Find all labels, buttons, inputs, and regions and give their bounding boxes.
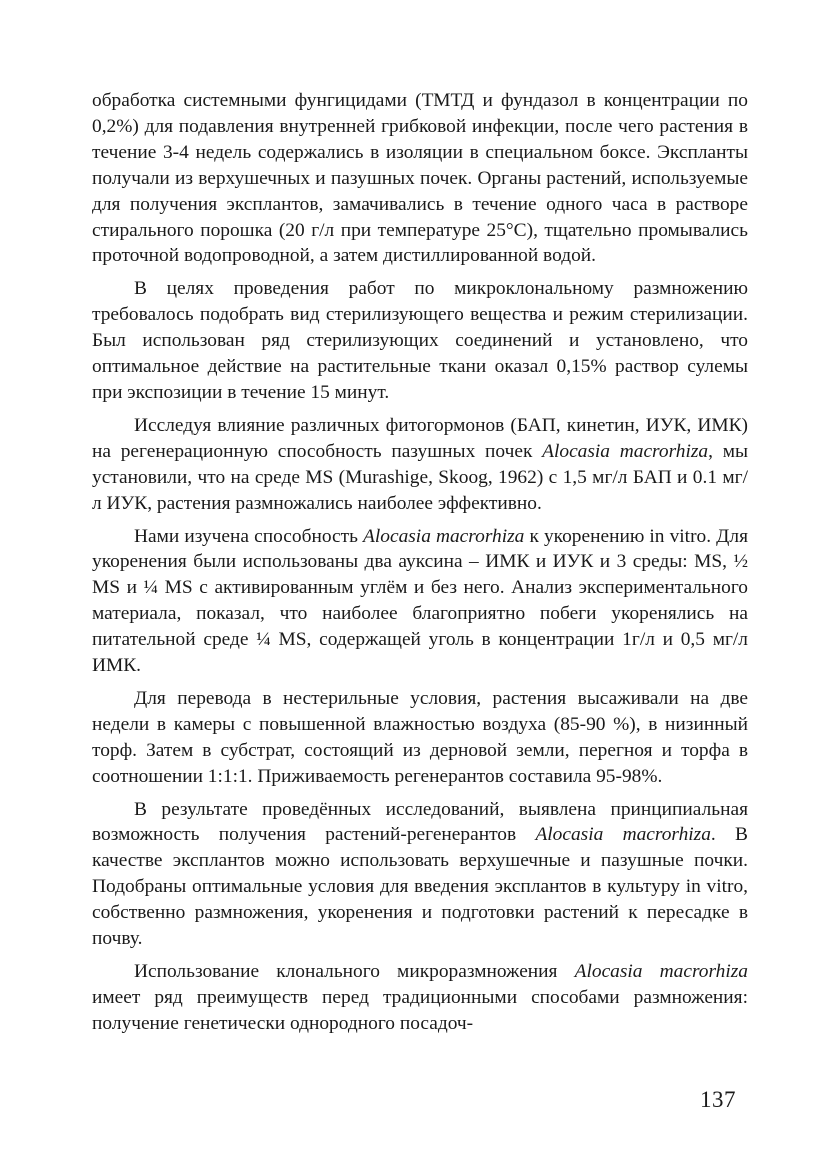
paragraph-5 [92,686,748,790]
species-name: Alocasia macrorhiza [574,961,748,982]
text-segment: обработка системными фунгицидами (ТМТД и фундазол в концентрации по 0,2%) для подавления внутренней грибковой инфекции, после чего растения в течение 3-4 недель содержались в изоляции в специальном боксе. Экспланты получали из верхушечных и пазушных почек. Органы растений, используемые для получения эксплантов, замачивались в течение одного часа в растворе стирального порошка (20 г/л при температуре 25°С), тщательно промывались проточной водопроводной, а затем дистиллированной водой. [92,90,748,267]
text-segment: В результате проведённых исследований, выявлена принципиальная возможность получения растений-регенерантов [92,798,748,846]
text-segment: имеет ряд преимуществ перед традиционными способами размножения: получение генетически однородного посадоч- [92,986,748,1034]
paragraph-4 [92,524,748,679]
text-segment: . В качестве эксплантов можно использовать верхушечные и пазушные почки. Подобраны оптимальные условия для введения эксплантов в культуру in vitro, собственно размножения, укоренения и подготовки растений к пересадке в почву. [92,824,748,950]
paragraph-2 [92,276,748,406]
species-name: Alocasia macrorhiza [363,525,525,547]
page-body [92,88,748,1037]
species-name: Alocasia macrorhiza [535,824,711,846]
paragraph-1 [92,88,748,269]
paragraph-6 [92,797,748,952]
text-segment: Использование клонального микроразмножения [134,961,575,982]
page-number: 137 [700,1087,736,1112]
paragraph-3 [92,413,748,517]
text-segment: Исследуя влияние различных фитогормонов (БАП, кинетин, ИУК, ИМК) на регенерационную способность пазушных почек [92,414,748,462]
text-segment: Для перевода в нестерильные условия, растения высаживали на две недели в камеры с повышенной влажностью воздуха (85-90 %), в низинный торф. Затем в субстрат, состоящий из дерновой земли, перегноя и торфа в соотношении 1:1:1. Приживаемость регенерантов составила 95-98%. [92,687,748,787]
text-segment: Нами изучена способность [134,525,364,547]
text-segment: В целях проведения работ по микроклональному размножению требовалось подобрать вид стерилизующего вещества и режим стерилизации. Был использован ряд стерилизующих соединений и установлено, что оптимальное действие на растительные ткани оказал 0,15% раствор сулемы при экспозиции в течение 15 минут. [92,278,748,403]
text-segment: , мы установили, что на среде MS (Murashige, Skoog, 1962) с 1,5 мг/л БАП и 0.1 мг/л ИУК, растения размножались наиболее эффективно. [92,440,749,514]
text-segment: к укоренению in vitro. Для укоренения были использованы два ауксина – ИМК и ИУК и 3 среды: MS, ½ MS и ¼ MS с активированным углём и без него. Анализ экспериментального материала, показал, что наиболее благоприятно побеги укоренялись на питательной среде ¼ MS, содержащей уголь в концентрации 1г/л и 0,5 мг/л ИМК. [92,525,748,677]
paragraph-7 [92,959,748,1037]
species-name: Alocasia macrorhiza [542,440,709,462]
